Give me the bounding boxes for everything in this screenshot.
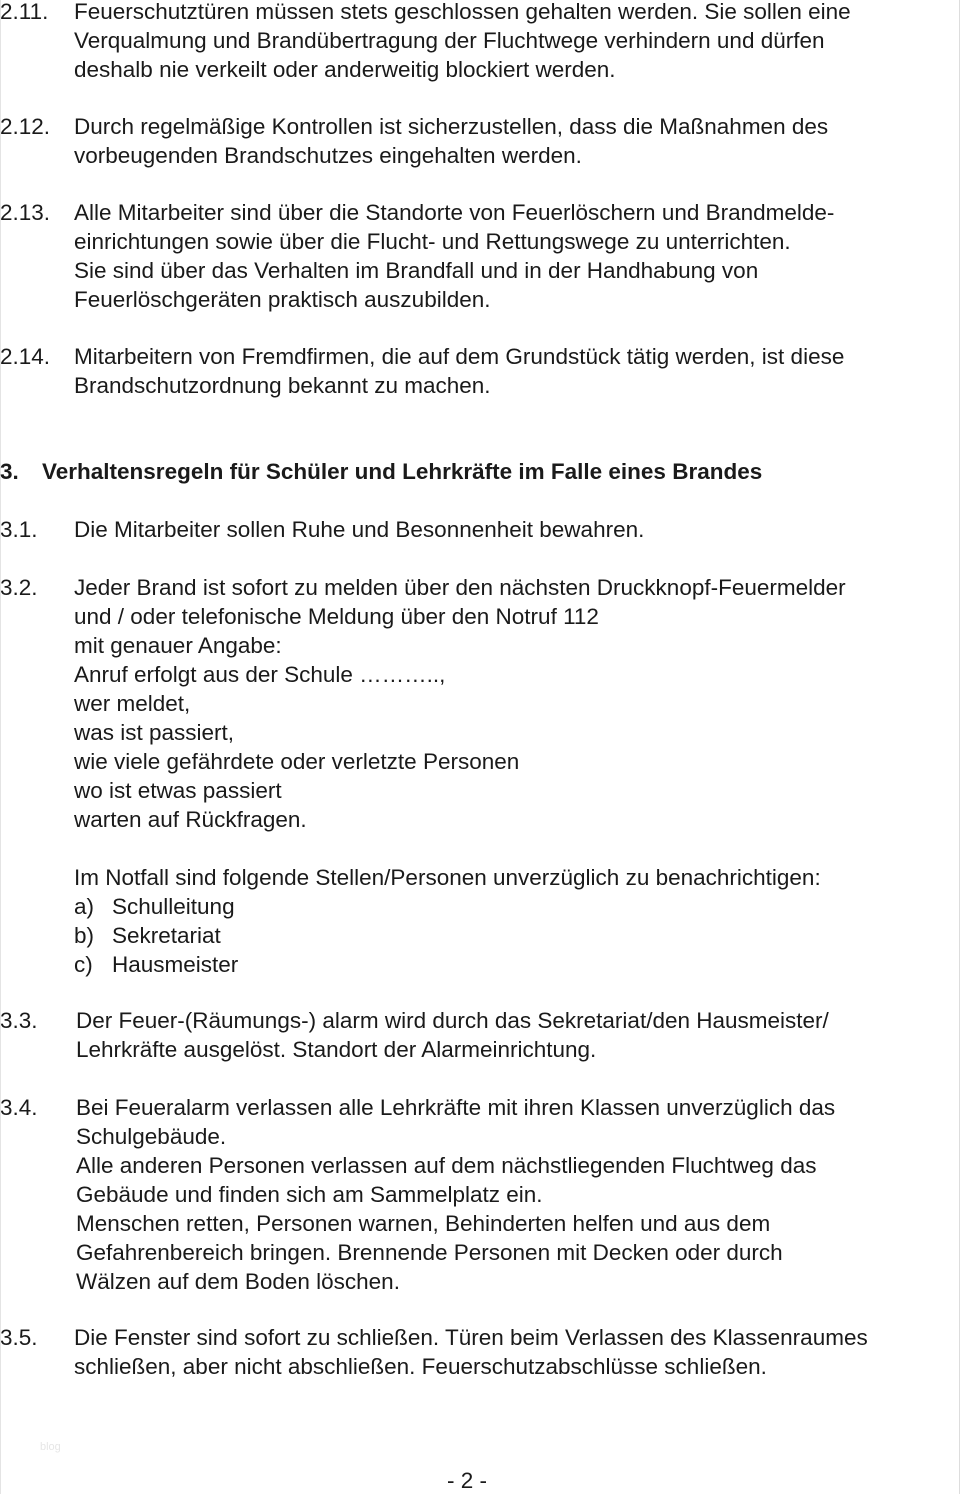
paragraph-body: [74, 0, 960, 84]
text-line: Die Mitarbeiter sollen Ruhe und Besonnenheit bewahren.: [74, 517, 645, 542]
text-line: wer meldet,: [74, 691, 191, 716]
text-line: was ist passiert,: [74, 720, 235, 745]
text-line: Anruf erfolgt aus der Schule ………..,: [74, 662, 446, 687]
paragraph-body: [74, 573, 960, 979]
text-line: Brandschutzordnung bekannt zu machen.: [74, 373, 491, 398]
text-line: Schulgebäude.: [76, 1124, 227, 1149]
text-line: vorbeugenden Brandschutzes eingehalten werden.: [74, 143, 582, 168]
list-item: [74, 892, 960, 921]
list-label: a): [74, 894, 95, 919]
text-line: Der Feuer-(Räumungs-) alarm wird durch das Sekretariat/den Hausmeister/: [76, 1008, 829, 1033]
list-text: Schulleitung: [112, 894, 235, 919]
text-line: Die Fenster sind sofort zu schließen. Türen beim Verlassen des Klassenraumes: [74, 1325, 868, 1350]
text-line: mit genauer Angabe:: [74, 633, 282, 658]
list-label: c): [74, 952, 93, 977]
text-line: Gefahrenbereich bringen. Brennende Personen mit Decken oder durch: [76, 1240, 783, 1265]
text-line: schließen, aber nicht abschließen. Feuerschutzabschlüsse schließen.: [74, 1354, 767, 1379]
list-text: Sekretariat: [112, 923, 221, 948]
paragraph-number: 2.12.: [0, 114, 51, 139]
section-number: 3.: [0, 459, 19, 484]
text-line: Lehrkräfte ausgelöst. Standort der Alarmeinrichtung.: [76, 1037, 597, 1062]
paragraph-number: 3.3.: [0, 1008, 38, 1033]
text-line: wo ist etwas passiert: [74, 778, 282, 803]
paragraph-body: [76, 1093, 960, 1296]
paragraph-number: 3.2.: [0, 575, 38, 600]
paragraph-body: [74, 198, 960, 314]
paragraph-body: [74, 342, 960, 400]
text-line: einrichtungen sowie über die Flucht- und Rettungswege zu unterrichten.: [74, 229, 791, 254]
text-line: Jeder Brand ist sofort zu melden über den nächsten Druckknopf-Feuermelder: [74, 575, 846, 600]
heading-text: Verhaltensregeln für Schüler und Lehrkräfte im Falle eines Brandes: [42, 459, 763, 484]
text-line: Sie sind über das Verhalten im Brandfall und in der Handhabung von: [74, 258, 759, 283]
text-line: Feuerlöschgeräten praktisch auszubilden.: [74, 287, 491, 312]
text-line: Alle anderen Personen verlassen auf dem nächstliegenden Fluchtweg das: [76, 1153, 817, 1178]
watermark-text: blog: [40, 1441, 61, 1453]
text-line: warten auf Rückfragen.: [74, 807, 307, 832]
paragraph-body: [74, 515, 960, 544]
blank-line: [74, 834, 960, 863]
notice-line: Im Notfall sind folgende Stellen/Personen unverzüglich zu benachrichtigen:: [74, 865, 821, 890]
section-title: [42, 457, 960, 486]
paragraph-number: 2.11.: [0, 0, 49, 24]
text-line: wie viele gefährdete oder verletzte Personen: [74, 749, 520, 774]
text-line: Durch regelmäßige Kontrollen ist sicherzustellen, dass die Maßnahmen des: [74, 114, 829, 139]
list-item: [74, 921, 960, 950]
text-line: Wälzen auf dem Boden löschen.: [76, 1269, 400, 1294]
list-text: Hausmeister: [112, 952, 239, 977]
paragraph-body: [74, 1323, 960, 1381]
list-item: [74, 950, 960, 979]
paragraph-body: [74, 112, 960, 170]
text-line: Verqualmung und Brandübertragung der Fluchtwege verhindern und dürfen: [74, 28, 825, 53]
text-line: Alle Mitarbeiter sind über die Standorte von Feuerlöschern und Brandmelde-: [74, 200, 835, 225]
paragraph-number: 2.14.: [0, 344, 51, 369]
text-line: und / oder telefonische Meldung über den Notruf 112: [74, 604, 599, 629]
paragraph-number: 3.5.: [0, 1325, 38, 1350]
page-number: - 2 -: [446, 1468, 487, 1493]
paragraph-body: [76, 1006, 960, 1064]
paragraph-number: 3.4.: [0, 1095, 38, 1120]
text-line: Menschen retten, Personen warnen, Behinderten helfen und aus dem: [76, 1211, 771, 1236]
paragraph-number: 2.13.: [0, 200, 51, 225]
text-line: Mitarbeitern von Fremdfirmen, die auf dem Grundstück tätig werden, ist diese: [74, 344, 845, 369]
paragraph-number: 3.1.: [0, 517, 38, 542]
text-line: Gebäude und finden sich am Sammelplatz ein.: [76, 1182, 543, 1207]
text-line: Feuerschutztüren müssen stets geschlossen gehalten werden. Sie sollen eine: [74, 0, 851, 24]
text-line: deshalb nie verkeilt oder anderweitig blockiert werden.: [74, 57, 616, 82]
text-line: Bei Feueralarm verlassen alle Lehrkräfte mit ihren Klassen unverzüglich das: [76, 1095, 836, 1120]
list-label: b): [74, 923, 95, 948]
